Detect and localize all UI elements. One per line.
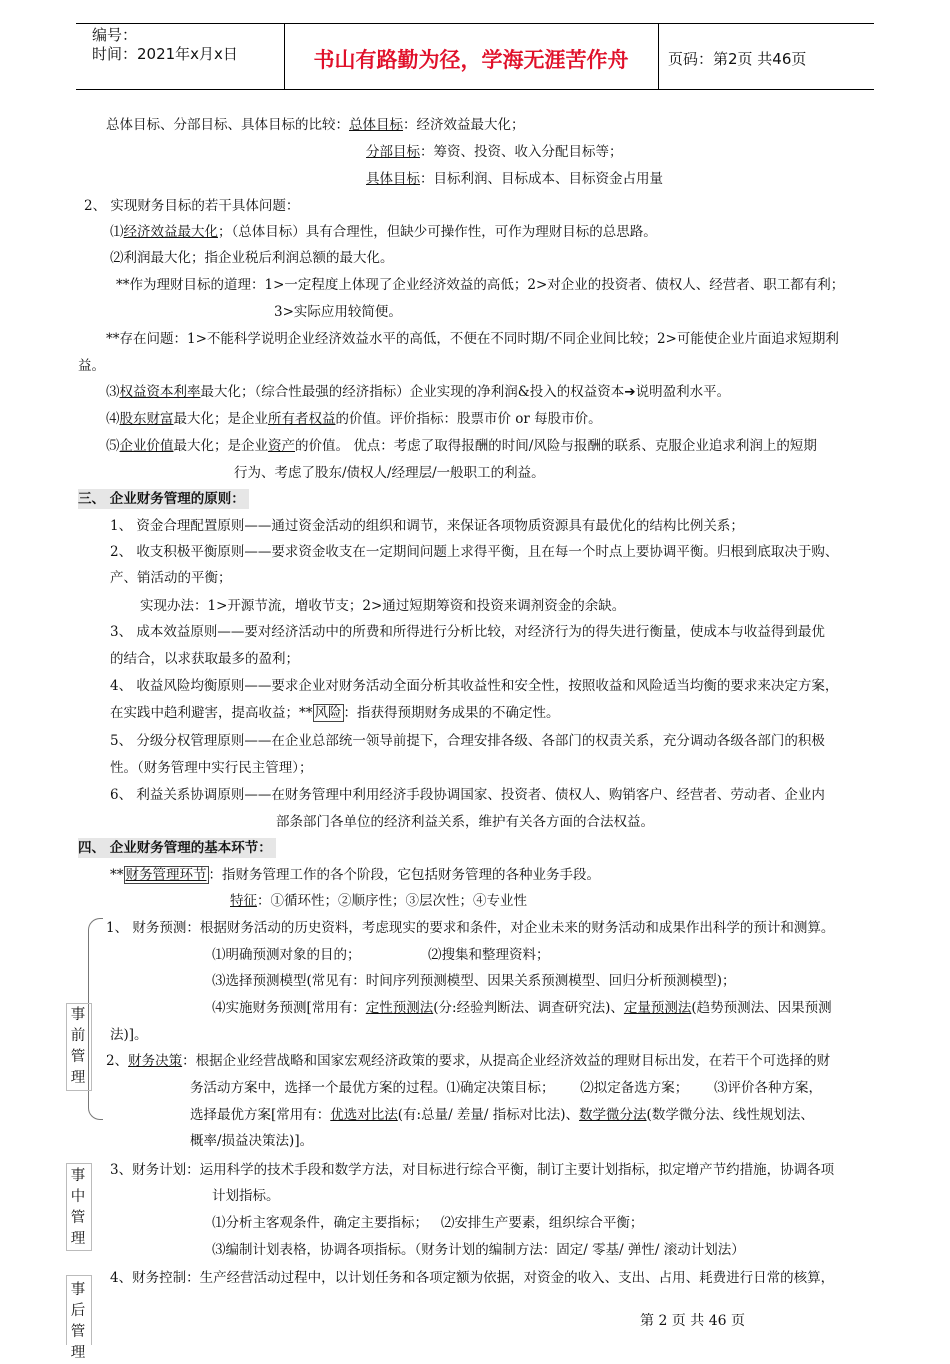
term-optimal-comparison: 优选对比法: [330, 1107, 398, 1123]
function-decision: [106, 1051, 830, 1071]
function-forecast: 1、 财务预测：根据财务活动的历史资料，考虑现实的要求和条件，对企业未来的财务活动和成果作出科学的预计和测算。: [106, 920, 835, 936]
decision-text: 选择最优方案[常用有：: [190, 1107, 331, 1123]
side-label-post-management: 事后管理: [70, 1282, 86, 1361]
goal-item-1: [110, 222, 657, 242]
division-goal-desc: ：筹资、投资、收入分配目标等；: [420, 144, 623, 160]
item-text: 的价值。评价指标：股票市价 or 每股市价。: [335, 411, 602, 427]
forecast-step-1: ⑴明确预测对象的目的；: [212, 947, 361, 963]
principle-text: 在实践中趋利避害，提高收益；**: [110, 705, 313, 721]
side-label-mid-management: 事中管理: [70, 1168, 86, 1247]
profit-issue-line-1: **存在问题：1>不能科学说明企业经济效益水平的高低，不便在不同时期/不同企业间比较；2>可能使企业片面追求短期利: [106, 331, 839, 347]
side-label-pre-management: 事前管理: [70, 1007, 86, 1086]
forecast-step-3: ⑶选择预测模型(常见有：时间序列预测模型、因果关系预测模型、回归分析预测模型)；: [212, 973, 736, 989]
term-owner-equity: 所有者权益: [268, 411, 336, 427]
term-features: 特征: [230, 893, 257, 909]
def-text: ：指财务管理工作的各个阶段，它包括财务管理的各种业务手段。: [208, 867, 600, 883]
term-specific-goal: 具体目标: [366, 171, 420, 187]
forecast-step-4-cont: 法)]。: [110, 1027, 148, 1043]
specific-goal-desc: ：目标利润、目标成本、目标资金占用量: [420, 171, 663, 187]
compare-lead: 总体目标、分部目标、具体目标的比较：: [106, 117, 349, 133]
forecast-step-4: [212, 998, 832, 1018]
item-number: ⑴: [110, 224, 124, 240]
step-text: ⑷实施财务预测[常用有：: [212, 1000, 366, 1016]
principle-5-line-2: 性。（财务管理中实行民主管理）；: [110, 760, 313, 776]
forecast-step-2: ⑵搜集和整理资料；: [428, 947, 550, 963]
env-definition: [110, 865, 600, 885]
compare-line-overall: [106, 115, 525, 135]
principle-2-line-1: 2、 收支积极平衡原则——要求资金收支在一定期间问题上求得平衡，且在每一个时点上要协调平衡。归根到底取决于购、: [110, 544, 839, 560]
term-division-goal: 分部目标: [366, 144, 420, 160]
section-4-title: 四、 企业财务管理的基本环节：: [78, 838, 276, 858]
term-enterprise-value: 企业价值: [119, 438, 174, 454]
function-plan: 3、财务计划：运用科学的技术手段和数学方法，对目标进行综合平衡，制订主要计划指标，拟定增产节约措施，协调各项: [110, 1162, 835, 1178]
features-list: ：①循环性；②顺序性；③层次性；④专业性: [257, 893, 527, 909]
term-qualitative-forecast: 定性预测法: [365, 1000, 434, 1016]
compare-line-division: [366, 142, 623, 162]
profit-reason-line-2: 3>实际应用较简便。: [274, 304, 402, 320]
plan-line-2: 计划指标。: [212, 1188, 280, 1204]
principle-4-line-2: [110, 703, 560, 723]
decision-text: (有:总量/ 差量/ 指标对比法)、: [397, 1107, 580, 1123]
plan-steps-1-2: ⑴分析主客观条件，确定主要指标； ⑵安排生产要素，组织综合平衡；: [212, 1215, 644, 1231]
term-assets: 资产: [268, 438, 295, 454]
step-text: (分:经验判断法、调查研究法)、: [433, 1000, 624, 1016]
principle-text: ：指获得预期财务成果的不确定性。: [343, 705, 560, 721]
plan-step-3: ⑶编制计划表格，协调各项指标。（财务计划的编制方法：固定/ 零基/ 弹性/ 滚动计划法）: [212, 1242, 745, 1258]
goal-item-2: ⑵利润最大化；指企业税后利润总额的最大化。: [110, 250, 394, 266]
term-fm-environment: 财务管理环节: [125, 867, 207, 883]
principle-3-line-1: 3、 成本效益原则——要对经济活动中的所费和所得进行分析比较，对经济行为的得失进行衡量，使成本与收益得到最优: [110, 624, 825, 640]
term-shareholder-wealth: 股东财富: [119, 411, 174, 427]
serial-label: 编号：: [92, 26, 138, 44]
header-bottom-rule: [76, 89, 874, 90]
principle-5-line-1: 5、 分级分权管理原则——在企业总部统一领导前提下，合理安排各级、各部门的权责关系，充分调动各级各部门的积极: [110, 733, 825, 749]
principle-6-line-2: 部条部门各单位的经济利益关系，维护有关各方面的合法权益。: [276, 814, 654, 830]
section-2-title: 2、 实现财务目标的若干具体问题：: [84, 198, 300, 214]
principle-2-line-2: 产、销活动的平衡；: [110, 570, 232, 586]
item-text: 最大化；（综合性最强的经济指标）企业实现的净利润&投入的权益资本➔说明盈利水平。: [200, 384, 731, 400]
decision-text: ：根据企业经营战略和国家宏观经济政策的要求，从提高企业经济效益的理财目标出发，在若干个可选择的财: [182, 1053, 831, 1069]
compare-line-specific: [366, 169, 663, 189]
principle-3-line-2: 的结合，以求获取最多的盈利；: [110, 651, 299, 667]
item-number: ⑷: [106, 411, 120, 427]
def-prefix: **: [110, 867, 124, 883]
step-text: (趋势预测法、因果预测: [691, 1000, 832, 1016]
section-3-title: 三、 企业财务管理的原则：: [78, 489, 249, 509]
decision-line-3: [190, 1105, 814, 1125]
term-equity-return: 权益资本利率: [119, 384, 201, 400]
term-quantitative-forecast: 定量预测法: [623, 1000, 692, 1016]
overall-goal-desc: ：经济效益最大化；: [403, 117, 525, 133]
env-features: [230, 891, 527, 911]
term-risk: 风险: [314, 705, 342, 721]
item-number: ⑶: [106, 384, 120, 400]
item-text: ；（总体目标）具有合理性，但缺少可操作性，可作为理财目标的总思路。: [218, 224, 657, 240]
function-control: 4、财务控制：生产经营活动过程中，以计划任务和各项定额为依据，对资金的收入、支出、占用、耗费进行日常的核算，: [110, 1270, 835, 1286]
profit-reason-line-1: **作为理财目标的道理：1>一定程度上体现了企业经济效益的高低；2>对企业的投资者、债权人、经营者、职工都有利；: [116, 277, 845, 293]
item-text: 最大化；是企业: [173, 411, 268, 427]
decision-line-4: 概率/损益决策法)]。: [190, 1133, 314, 1149]
header-divider: [658, 23, 659, 89]
term-economic-benefit: 经济效益最大化: [123, 224, 218, 240]
time-label: 时间：2021年x月x日: [92, 45, 238, 63]
item-number: ⑸: [106, 438, 120, 454]
item-number: 2、: [106, 1053, 129, 1069]
principle-6-line-1: 6、 利益关系协调原则——在财务管理中利用经济手段协调国家、投资者、债权人、购销客户、经营者、劳动者、企业内: [110, 787, 825, 803]
goal-item-5-cont: 行为、考虑了股东/债权人/经理层/一般职工的利益。: [234, 465, 545, 481]
header-page-info: 页码：第2页 共46页: [668, 50, 807, 68]
decision-line-2: 务活动方案中，选择一个最优方案的过程。⑴确定决策目标； ⑵拟定备选方案； ⑶评价各种方案，: [190, 1080, 822, 1096]
principle-1: 1、 资金合理配置原则——通过资金活动的组织和调节，来保证各项物质资源具有最优化的结构比例关系；: [110, 518, 744, 534]
term-financial-decision: 财务决策: [128, 1053, 183, 1069]
header-top-rule: [76, 23, 874, 24]
term-math-differential: 数学微分法: [579, 1107, 647, 1123]
principle-2-method: 实现办法：1>开源节流，增收节支；2>通过短期筹资和投资来调剂资金的余缺。: [140, 598, 626, 614]
principle-4-line-1: 4、 收益风险均衡原则——要求企业对财务活动全面分析其收益性和安全性，按照收益和风险适当均衡的要求来决定方案，: [110, 678, 839, 694]
header-left: [92, 26, 238, 64]
goal-item-3: [106, 382, 730, 402]
item-text: 最大化；是企业: [173, 438, 268, 454]
decision-text: (数学微分法、线性规划法、: [646, 1107, 814, 1123]
item-text: 的价值。 优点：考虑了取得报酬的时间/风险与报酬的联系、克服企业追求利润上的短期: [295, 438, 817, 454]
term-overall-goal: 总体目标: [349, 117, 403, 133]
profit-issue-line-2: 益。: [78, 358, 105, 374]
goal-item-5: [106, 436, 817, 456]
header-motto: 书山有路勤为径，学海无涯苦作舟: [313, 48, 629, 72]
goal-item-4: [106, 409, 602, 429]
page-footer: 第 2 页 共 46 页: [640, 1313, 745, 1329]
